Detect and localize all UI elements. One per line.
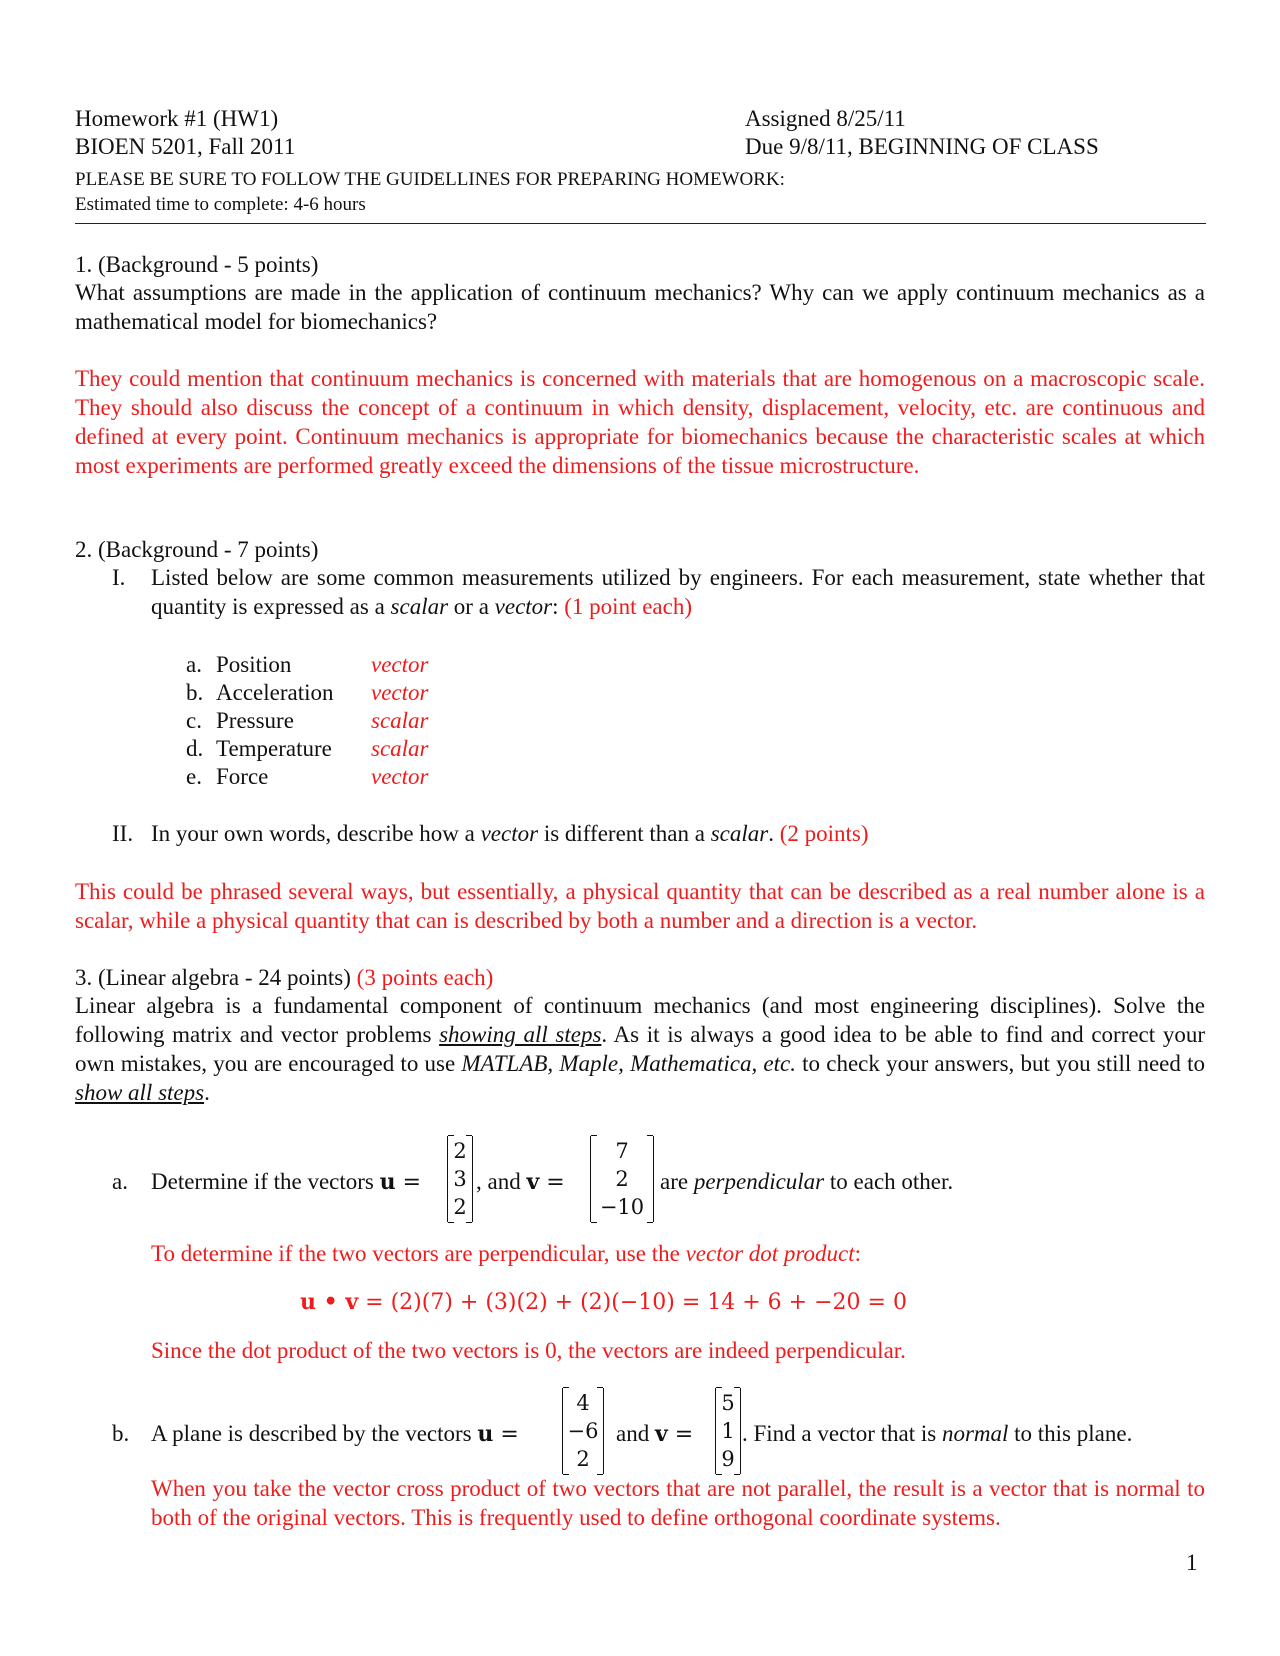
estimated-time: Estimated time to complete: 4-6 hours: [75, 194, 366, 215]
list-item: e. Force: [186, 764, 269, 789]
matrix-entry: 7: [615, 1139, 629, 1163]
q2-part1-number: I.: [112, 565, 126, 590]
due-date: Due 9/8/11, BEGINNING OF CLASS: [745, 134, 1099, 159]
list-item-answer: vector: [371, 680, 429, 705]
list-item-answer: vector: [371, 652, 429, 677]
q3b-text: A plane is described by the vectors u =: [151, 1421, 519, 1447]
matrix-entry: −6: [567, 1419, 599, 1443]
q3b-letter: b.: [112, 1421, 130, 1446]
course-name: BIOEN 5201, Fall 2011: [75, 134, 296, 159]
list-item: d. Temperature: [186, 736, 332, 761]
matrix-entry: 4: [576, 1391, 590, 1415]
q3-intro: Linear algebra is a fundamental component of continuum mechanics (and most engineering disciplines). Solve the following matrix and vector problems showing all steps. As it is always a good idea to be able to find and correct your own mistakes, you are encouraged to use MATLAB, Maple, Mathematica, etc. to check your answers, but you still need to show all steps.: [75, 993, 1205, 1105]
list-item-answer: scalar: [371, 736, 429, 761]
q3b-vector-v: [715, 1388, 741, 1474]
matrix-entry: −10: [599, 1195, 645, 1219]
list-item: a. Position: [186, 652, 292, 677]
q2-part1-points: (1 point each): [564, 594, 692, 619]
q1-question: What assumptions are made in the application of continuum mechanics? Why can we apply continuum mechanics as a mathematical model for biomechanics?: [75, 280, 1205, 334]
q3b-answer: When you take the vector cross product of two vectors that are not parallel, the result is a vector that is normal to both of the original vectors. This is frequently used to define orthogonal coordinate systems.: [151, 1476, 1205, 1530]
matrix-entry: 3: [453, 1167, 467, 1191]
list-item: b. Acceleration: [186, 680, 334, 705]
matrix-entry: 5: [721, 1391, 735, 1415]
q1-heading: 1. (Background - 5 points): [75, 252, 319, 277]
q3a-vector-u: [447, 1136, 473, 1222]
q3-heading: 3. (Linear algebra - 24 points) (3 points each): [75, 965, 494, 990]
q3a-text-end: are perpendicular to each other.: [660, 1169, 954, 1194]
matrix-entry: 9: [721, 1447, 735, 1471]
q3a-vector-v: [590, 1136, 654, 1222]
q3a-answer-conclusion: Since the dot product of the two vectors is 0, the vectors are indeed perpendicular.: [151, 1338, 906, 1363]
q2-part1-text: Listed below are some common measurements utilized by engineers. For each measurement, state whether that quantity is expressed as a scalar or a vector: (1 point each): [151, 565, 1205, 619]
list-item-answer: vector: [371, 764, 429, 789]
page-number: 1: [1186, 1550, 1198, 1575]
q3a-dot-product-equation: u • v = (2)(7) + (3)(2) + (2)(−10) = 14 + 6 + −20 = 0: [300, 1289, 907, 1315]
list-item: c. Pressure: [186, 708, 294, 733]
hw-title: Homework #1 (HW1): [75, 106, 279, 131]
q3a-letter: a.: [112, 1169, 128, 1194]
header-rule: [75, 223, 1206, 224]
q2-part2-text: In your own words, describe how a vector is different than a scalar. (2 points): [151, 821, 869, 846]
q2-answer: This could be phrased several ways, but essentially, a physical quantity that can be described as a real number alone is a scalar, while a physical quantity that can is described by both a number and a direction is a vector.: [75, 879, 1205, 933]
matrix-entry: 2: [453, 1139, 467, 1163]
q3a-text-and: , and v =: [476, 1169, 565, 1195]
matrix-entry: 2: [615, 1167, 629, 1191]
list-item-answer: scalar: [371, 708, 429, 733]
guidelines-notice: PLEASE BE SURE TO FOLLOW THE GUIDELLINES FOR PREPARING HOMEWORK:: [75, 169, 785, 190]
q3a-text: Determine if the vectors u =: [151, 1169, 422, 1195]
assigned-date: Assigned 8/25/11: [745, 106, 906, 131]
q2-part2-points: (2 points): [779, 821, 869, 846]
matrix-entry: 1: [721, 1419, 735, 1443]
matrix-entry: 2: [453, 1195, 467, 1219]
matrix-entry: 2: [576, 1447, 590, 1471]
q2-part2-number: II.: [112, 821, 134, 846]
q3a-answer-intro: To determine if the two vectors are perpendicular, use the vector dot product:: [151, 1241, 862, 1266]
q3b-text-and: and v =: [616, 1421, 694, 1447]
q2-heading: 2. (Background - 7 points): [75, 537, 319, 562]
q3-points: (3 points each): [356, 965, 494, 990]
q3b-vector-u: [562, 1388, 604, 1474]
q3b-text-end: . Find a vector that is normal to this plane.: [742, 1421, 1133, 1446]
q1-answer: They could mention that continuum mechanics is concerned with materials that are homogenous on a macroscopic scale. They should also discuss the concept of a continuum in which density, displacement, velocity, etc. are continuous and defined at every point. Continuum mechanics is appropriate for biomechanics because the characteristic scales at which most experiments are performed greatly exceed the dimensions of the tissue microstructure.: [75, 366, 1205, 478]
